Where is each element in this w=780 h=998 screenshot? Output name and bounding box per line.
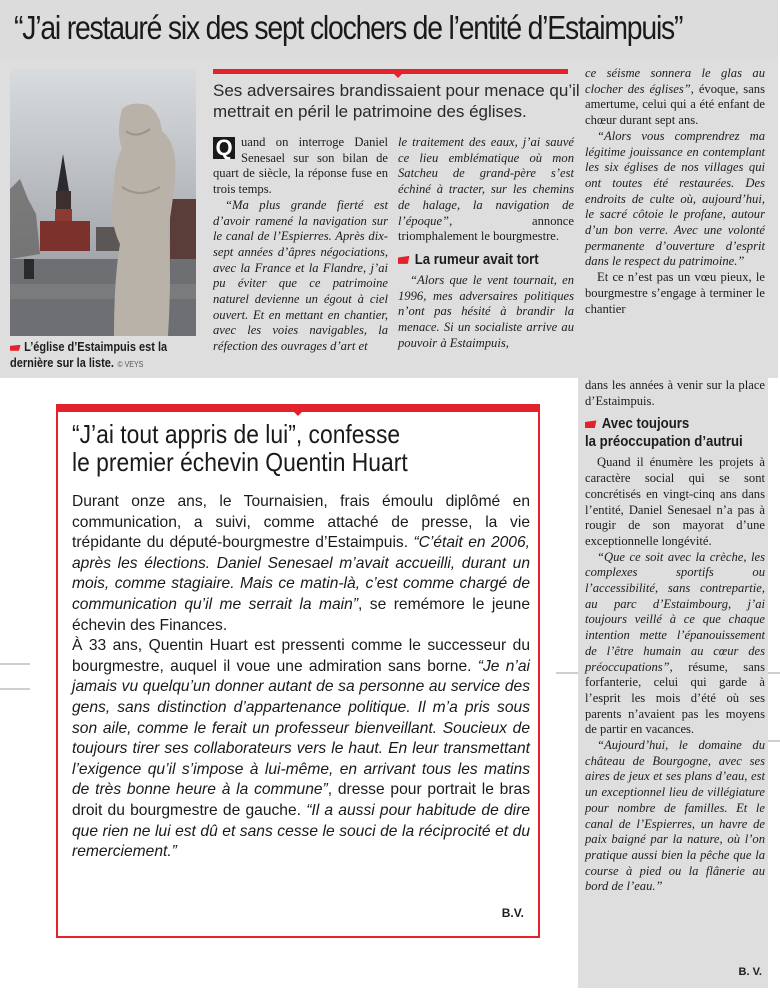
- subhead-rumeur: La rumeur avait tort: [398, 251, 553, 269]
- quote-paragraph-continued: le traitement des eaux, j’ai sauvé ce lieu emblématique où mon Satcheu de grand-père s’est échiné à tracter, sur les chemins de halage, la navigation de l’époque”, annonce triomphalement le bourgmestre.: [398, 135, 574, 244]
- photo-credit: © VEYS: [117, 360, 144, 369]
- headline: “J’ai restauré six des sept clochers de l’entité d’Estaimpuis”: [14, 9, 683, 46]
- article-column-3-top: ce séisme sonnera le glas au clocher des églises”, évoque, sans amertume, celui qui a été enfant de chœur durant sept ans. “Alors vous comprendrez ma légitime jouissance en contemplant les six églises de nos villages qui ont toutes été restaurées. Des endroits de culte où, aujourd’hui, le sacré côtoie le profane, autour d’un bon verre. Avec une volonté permanente d’ouverture d’esprit dans le respect du patrimoine.” Et ce n’est pas un vœu pieux, le bourgmestre s’engage à terminer le chantier: [585, 66, 765, 316]
- side-rule: [556, 672, 578, 674]
- red-marker-icon: [585, 420, 596, 428]
- quote-paragraph: “Aujourd’hui, le domaine du château de Bourgogne, avec ses aires de jeux et ses plans d’eau, est un exceptionnel lieu de villégiature pour nombre de familles. Et le canal de l’Espierres, un havre de paix baigné par la nature, où l’on pratique aussi bien la pêche que la course à pied ou la flânerie au bord de l’eau.”: [585, 738, 765, 894]
- sidebar-box-notch: [292, 410, 304, 416]
- quote-paragraph: “Ma plus grande fierté est d’avoir ramené la navigation sur le canal de l’Espierres. Après dix-sept années d’âpres négociations, avec la France et la Flandre, j’ai pu éviter que ce patrimoine naturel devienne un égout à ciel ouvert. Et en mettant en chantier, avec les voies navigables, la réfection des ouvrages d’art et: [213, 197, 388, 354]
- red-marker-icon: [398, 256, 409, 264]
- paragraph: Et ce n’est pas un vœu pieux, le bourgmestre s’engage à terminer le chantier: [585, 270, 765, 316]
- side-rule: [768, 740, 780, 742]
- sidebar-body: [72, 492, 530, 863]
- dropcap: Q: [213, 137, 235, 159]
- red-marker-icon: [10, 345, 21, 351]
- sidebar-title: “J’ai tout appris de lui”, confesse le premier échevin Quentin Huart: [72, 419, 408, 477]
- quote-paragraph: “Alors vous comprendrez ma légitime jouissance en contemplant les six églises de nos villages qui ont toutes été restaurées. Des endroits de culte où, aujourd’hui, le sacré côtoie le profane, autour d’un bon verre. Avec une volonté permanente d’ouverture d’esprit dans le respect du patrimoine.”: [585, 128, 765, 269]
- quote-paragraph: “Que ce soit avec la crèche, les complexes sportifs ou l’accessibilité, sans contrepartie, au parc d’Estaimbourg, j’ai toujours veillé à ce que chaque intention mette l’épanouissement de l’être humain au cœur des préoccupations”, résume, sans forfanterie, celui qui garde à l’esprit les mois d’été où ses parents n’avaient pas les moyens de partir en vacances.: [585, 549, 765, 737]
- article-column-3-bottom: dans les années à venir sur la place d’Estaimpuis. Avec toujours la préoccupation d’autrui Quand il énumère les projets à caractère social qui se sont concrétisés en vingt-cinq ans dans l’entité, Daniel Senesael n’a pas à rougir de son mayorat d’une exceptionnelle longévité. “Que ce soit avec la crèche, les complexes sportifs ou l’accessibilité, sans contrepartie, au parc d’Estaimbourg, j’ai toujours veillé à ce que chaque intention mette l’épanouissement de l’être humain au cœur des préoccupations”, résume, sans forfanterie, celui qui garde à l’esprit les mois d’été où ses parents n’avaient pas les moyens de partir en vacances. “Aujourd’hui, le domaine du château de Bourgogne, avec ses aires de jeux et ses plans d’eau, est un exceptionnel lieu de villégiature pour nombre de familles. Et le canal de l’Espierres, un havre de paix baigné par la nature, où l’on pratique aussi bien la pêche que la course à pied ou la flânerie au bord de l’eau.”: [585, 378, 765, 894]
- quote-paragraph: “Alors que le vent tournait, en 1996, mes adversaires politiques n’ont pas hésité à brandir la menace. Si un socialiste arrive au pouvoir à Estaimpuis,: [398, 272, 574, 350]
- article-column-2: [398, 135, 574, 351]
- sidebar-signature: B.V.: [501, 906, 524, 920]
- caption-text: L’église d’Estaimpuis est la dernière sur la liste.: [10, 340, 168, 370]
- paragraph: Quand il énumère les projets à caractère social qui se sont concrétisés en vingt-cinq ans dans l’entité, Daniel Senesael n’a pas à rougir de son mayorat d’une exceptionnelle longévité.: [585, 455, 765, 548]
- church-photo-illustration: [10, 69, 196, 336]
- subhead-preoccupation: Avec toujours la préoccupation d’autrui: [585, 415, 743, 451]
- intro-red-rule-notch: [393, 73, 403, 78]
- intro-red-rule: [213, 69, 568, 74]
- article-signature: B. V.: [738, 966, 762, 978]
- church-photo: [10, 69, 196, 336]
- sidebar-paragraph: À 33 ans, Quentin Huart est pressenti comme le successeur du bourgmestre, auquel il voue une admiration sans borne. “Je n’ai jamais vu quelqu’un donner autant de sa personne au service des gens, sans distinction d’appartenance politique. Il m’a pris sous son aile, comme le ferait un professeur bienveillant. Soucieux de toujours tirer ses collaborateurs vers le haut. En leur transmettant l’exigence qu’il s’impose à lui-même, en arrivant tous les matins de très bonne heure à la commune”, dresse pour portrait le bras droit du bourgmestre de gauche. “Il a aussi pour habitude de dire que rien ne lui est dû et sans cesse le souci de la réciprocité et du remerciement.”: [72, 637, 530, 861]
- side-rule: [0, 688, 30, 690]
- article-column-1: [213, 135, 388, 355]
- intro-deck: Ses adversaires brandissaient pour menace qu’il mettrait en péril le patrimoine des églises.: [213, 81, 580, 121]
- side-rule: [768, 672, 780, 674]
- sidebar-paragraph: Durant onze ans, le Tournaisien, frais émoulu diplômé en communication, a suivi, comme attaché de presse, la vie trépidante du député-bourgmestre d’Estaimpuis. “C’était en 2006, après les élections. Daniel Senesael m’avait accueilli, durant un mois, comme stagiaire. Mais ce matin-là, c’est comme chargé de communication qu’il me serrait la main”, se remémore le jeune échevin des Finances.: [72, 493, 530, 634]
- lead-paragraph: Q uand on interroge Daniel Senesael sur son bilan de quart de siècle, la réponse fuse en trois temps.: [213, 135, 388, 197]
- side-rule: [0, 663, 30, 665]
- photo-caption: [10, 339, 199, 373]
